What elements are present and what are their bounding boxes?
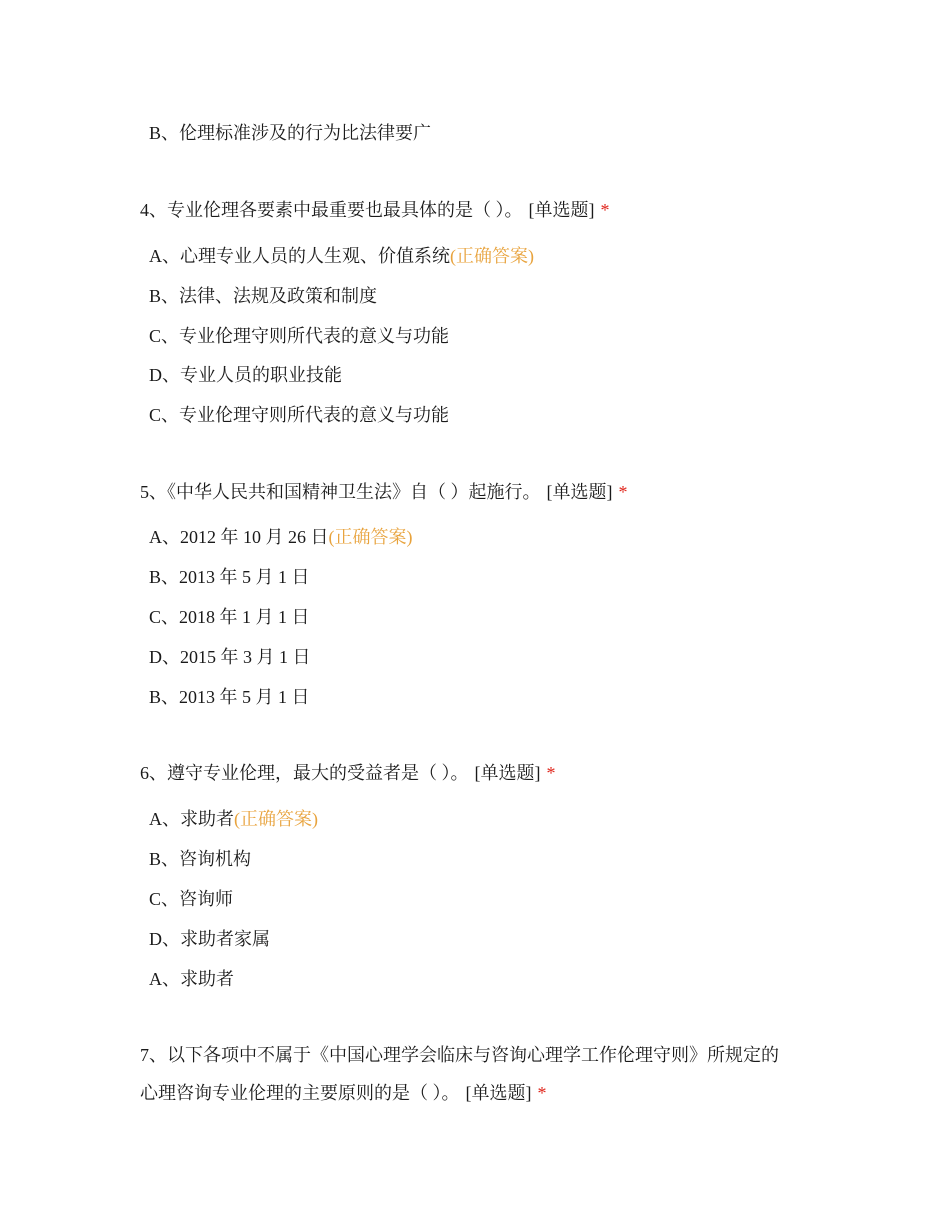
option-text: A、求助者 — [149, 809, 234, 829]
question-5-option-d: D、2015 年 3 月 1 日 — [149, 647, 311, 667]
question-5-option-a — [149, 525, 413, 549]
question-type-tag: [单选题] — [528, 200, 595, 220]
question-text: 心理咨询专业伦理的主要原则的是（ ）。 — [140, 1083, 460, 1103]
question-type-tag: [单选题] — [465, 1083, 532, 1103]
question-5-title — [140, 480, 628, 504]
question-text: 5、《中华人民共和国精神卫生法》自（ ）起施行。 — [140, 482, 541, 502]
question-4-option-d: D、专业人员的职业技能 — [149, 365, 342, 385]
correct-answer-mark: (正确答案) — [234, 809, 318, 829]
question-text: 6、遵守专业伦理，最大的受益者是（ ）。 — [140, 763, 469, 783]
required-mark: * — [618, 482, 628, 502]
question-6-option-a — [149, 807, 318, 831]
correct-answer-mark: (正确答案) — [328, 527, 413, 547]
question-4-title — [140, 198, 610, 222]
option-text: B、伦理标准涉及的行为比法律要广 — [149, 123, 432, 143]
question-6-option-b: B、咨询机构 — [149, 849, 252, 869]
question-6-selected-answer: A、求助者 — [149, 969, 234, 989]
question-7-title-line-2 — [140, 1081, 547, 1105]
question-5-option-c: C、2018 年 1 月 1 日 — [149, 607, 310, 627]
correct-answer-mark: (正确答案) — [450, 246, 534, 266]
question-7-title-line-1: 7、以下各项中不属于《中国心理学会临床与咨询心理学工作伦理守则》所规定的 — [140, 1045, 779, 1065]
question-type-tag: [单选题] — [546, 482, 613, 502]
required-mark: * — [537, 1083, 547, 1103]
question-5-option-b: B、2013 年 5 月 1 日 — [149, 567, 310, 587]
question-4-option-a — [149, 244, 534, 268]
question-6-option-c: C、咨询师 — [149, 889, 234, 909]
question-type-tag: [单选题] — [474, 763, 541, 783]
option-text: A、2012 年 10 月 26 日 — [149, 527, 329, 547]
question-5-selected-answer: B、2013 年 5 月 1 日 — [149, 687, 310, 707]
question-4-option-c: C、专业伦理守则所代表的意义与功能 — [149, 326, 450, 346]
option-text: A、心理专业人员的人生观、价值系统 — [149, 246, 450, 266]
required-mark: * — [546, 763, 556, 783]
question-text: 4、专业伦理各要素中最重要也最具体的是（ ）。 — [140, 200, 523, 220]
question-6-option-d: D、求助者家属 — [149, 929, 270, 949]
question-6-title — [140, 761, 556, 785]
question-4-selected-answer: C、专业伦理守则所代表的意义与功能 — [149, 405, 450, 425]
question-4-option-b: B、法律、法规及政策和制度 — [149, 286, 378, 306]
required-mark: * — [600, 200, 610, 220]
